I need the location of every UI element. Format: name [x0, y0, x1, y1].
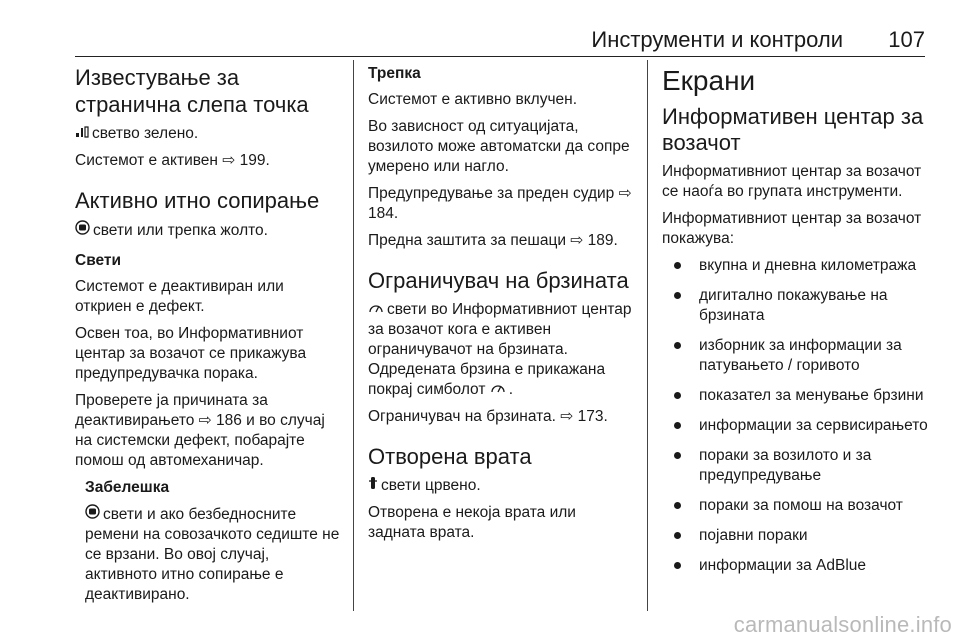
paragraph: светво зелено.	[75, 124, 343, 144]
list-item: информации за сервисирањето	[670, 416, 932, 436]
paragraph: Отворена е некоја врата или задната врата.	[368, 504, 576, 541]
note-box	[85, 478, 343, 605]
paragraph: Проверете ја причината за деактивирањето ⇨ 186 и во случај на системски дефект, побарајте помош од автомеханичар.	[75, 392, 325, 469]
subheading-flashing: Трепка	[368, 65, 421, 82]
heading-blind-spot: Известување за странична слепа точка	[75, 65, 309, 117]
heading-displays: Екрани	[662, 65, 756, 96]
paragraph: Системот е активно вклучен.	[368, 91, 578, 108]
info-list	[662, 256, 932, 576]
active-braking-icon	[85, 504, 100, 525]
paragraph: Системот е деактивиран или откриен е дефект.	[75, 278, 284, 315]
speed-limiter-icon	[368, 300, 384, 320]
column-1	[75, 60, 343, 612]
paragraph: Системот е активен ⇨ 199.	[75, 152, 270, 169]
watermark: carmanualsonline.info	[733, 612, 952, 637]
heading-active-braking: Активно итно сопирање	[75, 188, 320, 213]
page-header	[75, 26, 925, 57]
paragraph: Ограничувач на брзината. ⇨ 173.	[368, 408, 608, 425]
list-item: појавни пораки	[670, 526, 932, 546]
column-3	[662, 60, 932, 586]
paragraph: свети во Информативниот центар за возачот кога е активен ограничувачот на брзината. Одредената брзина е прикажана покрај симболот .	[368, 301, 632, 398]
column-2	[368, 60, 636, 550]
list-item: дигитално покажување на брзината	[670, 286, 932, 326]
list-item: пораки за помош на возачот	[670, 496, 932, 516]
column-divider	[353, 60, 354, 611]
blind-spot-icon	[75, 124, 89, 144]
list-item: информации за AdBlue	[670, 556, 932, 576]
speed-limiter-icon	[490, 380, 506, 400]
paragraph: Информативниот центар за возачот покажува:	[662, 210, 922, 247]
heading-driver-info-centre: Информативен центар за возачот	[662, 104, 924, 155]
subheading-lit: Свети	[75, 252, 122, 269]
paragraph: Информативниот центар за возачот се наоѓа во групата инструменти.	[662, 163, 922, 200]
heading-speed-limiter: Ограничувач на брзината	[368, 268, 629, 293]
note-paragraph: свети и ако безбедносните ремени на совозачкото седиште не се врзани. Во овој случај, активното итно сопирање е деактивирано.	[85, 506, 340, 603]
paragraph: Во зависност од ситуацијата, возилото може автоматски да сопре умерено или нагло.	[368, 118, 630, 175]
column-divider	[647, 60, 648, 611]
active-braking-icon	[75, 220, 90, 241]
paragraph: свети или трепка жолто.	[75, 220, 343, 241]
paragraph: Предупредување за преден судир ⇨ 184.	[368, 185, 632, 222]
paragraph: свети црвено.	[368, 476, 636, 496]
list-item: вкупна и дневна километража	[670, 256, 932, 276]
list-item: показател за менување брзини	[670, 386, 932, 406]
section-title: Инструменти и контроли	[591, 27, 843, 52]
paragraph: Предна заштита за пешаци ⇨ 189.	[368, 232, 618, 249]
list-item: пораки за возилото и за предупредување	[670, 446, 932, 486]
note-heading: Забелешка	[85, 479, 170, 496]
page-number: 107	[888, 27, 925, 52]
open-door-icon	[368, 476, 378, 496]
paragraph: Освен тоа, во Информативниот центар за возачот се прикажува предупредувачка порака.	[75, 325, 307, 382]
list-item: изборник за информации за патувањето / горивото	[670, 336, 932, 376]
heading-open-door: Отворена врата	[368, 444, 532, 469]
